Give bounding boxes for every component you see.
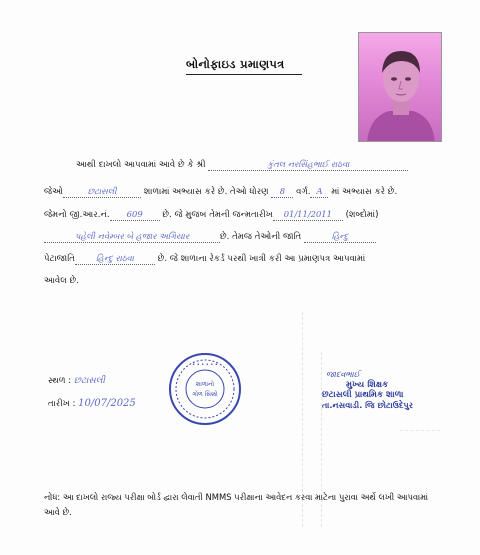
- svg-text:• • • • • •: • • • • • •: [192, 362, 218, 368]
- body-text: આથી દાખલો આપવામાં આવે છે કે શ્રી: [76, 160, 206, 170]
- date-value: 10/07/2025: [78, 398, 136, 409]
- body-text: વર્ગ: [296, 187, 308, 197]
- date-label: તારીખ :: [48, 399, 76, 409]
- body-text: જેમનો જી.આર.નં.: [44, 210, 110, 220]
- student-name-field: કુંતલ નરસિંહભાઈ રાઠવા: [208, 158, 408, 171]
- standard-field: 8: [271, 185, 293, 198]
- body-text: પેટાજાતિ: [44, 254, 75, 264]
- school-name-field: છટાસલી: [63, 185, 141, 198]
- body-line-4: [44, 230, 376, 243]
- body-text: છે. જે મુજબ તેમની જન્મતારીખ: [162, 210, 273, 220]
- birth-date-field: 01/11/2011: [273, 208, 343, 221]
- place-row: [48, 376, 105, 386]
- caste-field: હિન્દુ: [304, 230, 376, 243]
- stamp-school: છટાસલી પ્રાથમિક શાળા: [322, 390, 404, 400]
- body-text: માં અભ્યાસ કરે છે.: [331, 187, 398, 197]
- stamp-title: મુખ્ય શિક્ષક: [346, 380, 389, 390]
- school-round-seal: [168, 352, 242, 426]
- body-line-6: આવેલ છે.: [44, 276, 79, 286]
- gr-number-field: 609: [110, 208, 160, 221]
- student-photo: [358, 32, 442, 142]
- body-text: (શબ્દોમાં): [345, 210, 379, 220]
- place-value: છટાસલી: [73, 376, 105, 386]
- footnote: નોંધ: આ દાખલો રાજ્ય પરીક્ષા બોર્ડ દ્વારા લેવાતી NMMS પરીક્ષાના આવેદન કરવા માટેના પુરાવા અર્થે લખી આપવામાં આવે છે.: [44, 492, 429, 517]
- body-text: છે. જે શાળાના રેકર્ડ પરથી ખાત્રી કરી આ પ્રમાણપત્ર આપવામાં: [157, 254, 366, 264]
- headmaster-stamp: [318, 370, 444, 411]
- date-row: [48, 398, 136, 409]
- svg-text:ગોળ સિક્કો: ગોળ સિક્કો: [192, 391, 218, 398]
- body-text: શાળામાં અભ્યાસ કરે છે. તેઓ ધોરણ: [143, 187, 269, 197]
- svg-text:શાળાનો: શાળાનો: [195, 381, 215, 388]
- student-portrait-image: [359, 33, 442, 142]
- body-line-5: [44, 252, 365, 265]
- certificate-title: બોનોફાઇડ પ્રમાણપત્ર: [186, 57, 285, 71]
- body-line-1: [76, 158, 408, 171]
- headmaster-signature: જાદવભાઈ: [326, 370, 360, 379]
- title-underline: [186, 74, 302, 75]
- sub-caste-field: હિન્દુ રાઠવા: [75, 252, 155, 265]
- body-text: છે. તેમજ તેઓની જાતિ: [220, 232, 302, 242]
- body-text: જેઓ: [44, 187, 64, 197]
- stamp-address: તા.નસવાડી. જિ છોટાઉદેપુર: [322, 400, 414, 410]
- division-field: A: [310, 185, 328, 198]
- body-line-3: [44, 208, 378, 221]
- birth-date-words-field: પહેલી નવેમ્બર બે હજાર અગિયાર: [44, 230, 220, 243]
- place-label: સ્થળ :: [48, 376, 72, 386]
- body-line-2: જેઓ છટાસલી શાળામાં અભ્યાસ કરે છે. તેઓ ધોરણ 8 વર્ગ. A માં અભ્યાસ કરે છે.: [44, 186, 398, 197]
